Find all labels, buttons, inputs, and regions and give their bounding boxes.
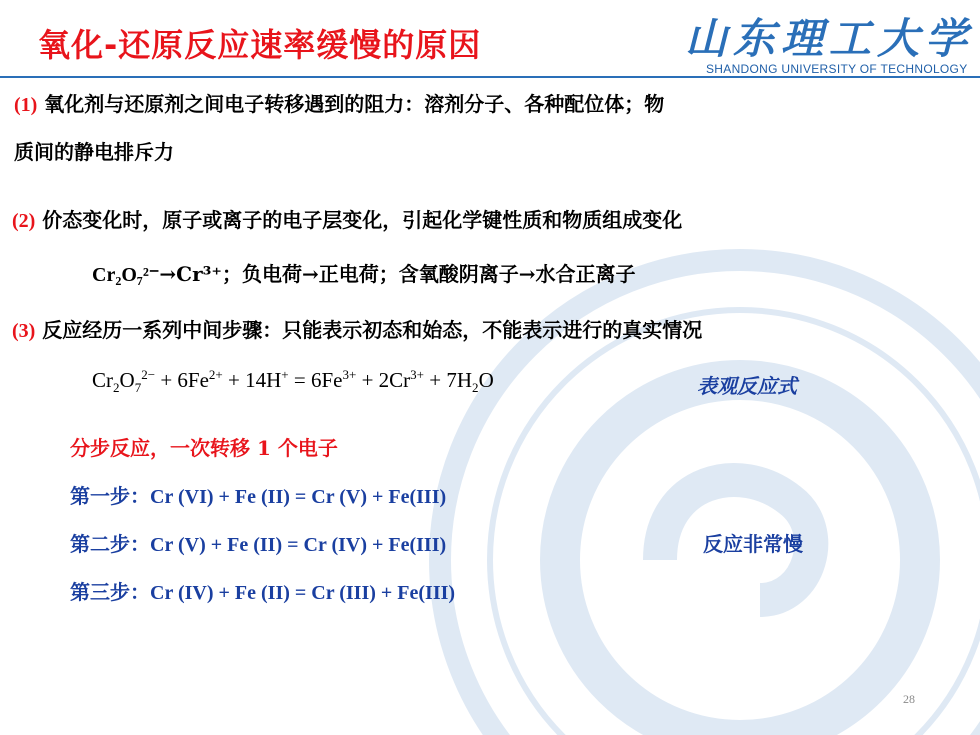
overall-equation: $Cr_2O_7^{2-} + 6Fe^{2+} + 14H^+ = 6Fe^{3+} + 2Cr^{3+} + 7H_2O$ — [92, 367, 494, 396]
point-2-number: (2) — [12, 210, 36, 232]
university-logo: 山东理工大学 — [685, 14, 974, 63]
point-3-number: (3) — [12, 320, 36, 342]
point-2-example — [92, 258, 635, 287]
point-1-line-2: 质间的静电排斥力 — [14, 140, 174, 164]
point-2-text: 价态变化时，原子或离子的电子层变化，引起化学键性质和物质组成变化 — [42, 208, 683, 232]
step-3 — [70, 576, 455, 605]
overall-equation-label: 表观反应式 — [697, 374, 797, 398]
point-1-number: (1) — [14, 94, 38, 116]
university-name-english: SHANDONG UNIVERSITY OF TECHNOLOGY — [706, 62, 968, 76]
slide-title: 氧化-还原反应速率缓慢的原因 — [38, 26, 482, 64]
point-2-example-text: →Cr³⁺；负电荷→正电荷；含氧酸阴离子→水合正离子 — [159, 262, 636, 286]
step-1-label: 第一步： — [70, 484, 150, 508]
step-3-equation: Cr (IV) + Fe (II) = Cr (III) + Fe(III) — [150, 582, 456, 604]
page-number: 28 — [903, 692, 915, 706]
point-3-line-1 — [12, 314, 702, 343]
dichromate-formula: Cr₂O₇²⁻ — [92, 264, 160, 286]
step-1-equation: Cr (VI) + Fe (II) = Cr (V) + Fe(III) — [150, 486, 447, 508]
step-3-label: 第三步： — [70, 580, 150, 604]
point-1-line-1 — [14, 88, 664, 117]
step-1 — [70, 480, 446, 509]
point-1-text: 氧化剂与还原剂之间电子转移遇到的阻力：溶剂分子、各种配位体；物 — [44, 92, 665, 116]
point-2-line-1 — [12, 204, 682, 233]
step-2 — [70, 528, 446, 557]
university-seal-watermark — [360, 230, 980, 735]
step-2-equation: Cr (V) + Fe (II) = Cr (IV) + Fe(III) — [150, 534, 447, 556]
header-divider — [0, 76, 980, 78]
step-2-label: 第二步： — [70, 532, 150, 556]
point-3-text: 反应经历一系列中间步骤：只能表示初态和始态，不能表示进行的真实情况 — [42, 318, 703, 342]
slow-note: 反应非常慢 — [703, 532, 803, 556]
steps-heading: 分步反应，一次转移 1 个电子 — [70, 436, 338, 460]
